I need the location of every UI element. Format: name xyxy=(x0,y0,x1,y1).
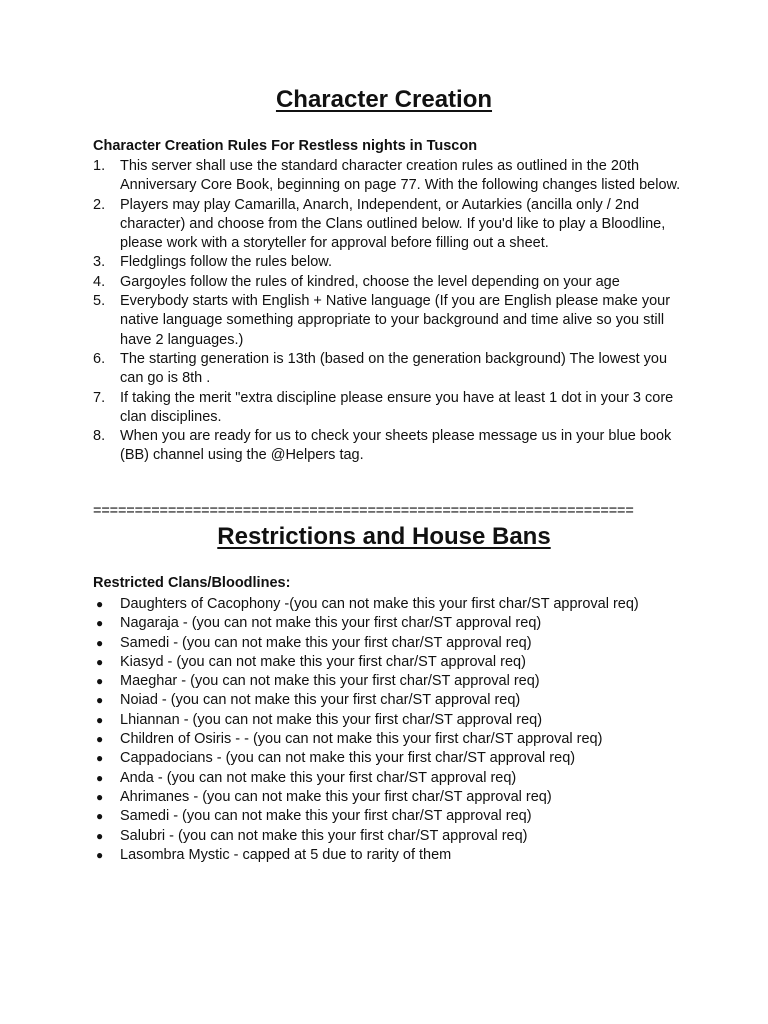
clan-item xyxy=(93,653,693,672)
rules-subheading: Character Creation Rules For Restless nights in Tuscon xyxy=(93,138,478,154)
rules-list xyxy=(93,157,693,466)
clan-text: Anda - (you can not make this your first char/ST approval req) xyxy=(120,769,517,786)
rule-number: 2. xyxy=(93,196,106,213)
rule-item xyxy=(93,196,693,254)
bullet-icon: ● xyxy=(96,635,104,650)
rule-text: This server shall use the standard character creation rules as outlined in the 20th Anniversary Core Book, beginning on page 77. With the following changes listed below. xyxy=(120,158,681,194)
rule-item xyxy=(93,157,693,196)
bullet-icon: ● xyxy=(96,597,104,611)
rule-item xyxy=(93,389,693,428)
rule-item xyxy=(93,350,693,389)
rule-item xyxy=(93,253,693,272)
rule-number: 3. xyxy=(93,254,106,271)
rule-number: 4. xyxy=(93,273,106,290)
clan-text: Samedi - (you can not make this your first char/ST approval req) xyxy=(120,808,532,825)
restricted-clans-list xyxy=(93,595,693,865)
clan-item xyxy=(93,614,693,633)
rule-text: Players may play Camarilla, Anarch, Independent, or Autarkies (ancilla only / 2nd character) and choose from the Clans outlined below. If you'd like to play a Bloodline, please work with a storyteller for approval before filling out a sheet. xyxy=(120,196,666,252)
section-divider: ================================================================= xyxy=(93,503,634,519)
clan-text: Daughters of Cacophony -(you can not make this your first char/ST approval req) xyxy=(120,596,639,612)
clan-text: Maeghar - (you can not make this your first char/ST approval req) xyxy=(120,673,540,690)
rule-number: 8. xyxy=(93,428,106,445)
clan-item xyxy=(93,672,693,691)
character-creation-title: Character Creation xyxy=(275,86,493,113)
rule-text: If taking the merit "extra discipline please ensure you have at least 1 dot in your 3 core clan disciplines. xyxy=(120,389,674,425)
clan-item xyxy=(93,711,693,730)
restrictions-title: Restrictions and House Bans xyxy=(217,523,551,550)
bullet-icon: ● xyxy=(96,732,104,747)
clan-text: Noiad - (you can not make this your first char/ST approval req) xyxy=(120,692,521,709)
bullet-icon: ● xyxy=(96,751,104,766)
bullet-icon: ● xyxy=(96,789,104,804)
rule-number: 5. xyxy=(93,293,106,310)
rule-text: When you are ready for us to check your sheets please message us in your blue book (BB) channel using the @Helpers tag. xyxy=(120,428,672,464)
rule-text: The starting generation is 13th (based on the generation background) The lowest you can go is 8th . xyxy=(120,350,668,387)
clan-text: Cappadocians - (you can not make this your first char/ST approval req) xyxy=(120,750,576,767)
bullet-icon: ● xyxy=(96,693,104,708)
bullet-icon: ● xyxy=(96,654,104,669)
clan-text: Salubri - (you can not make this your first char/ST approval req) xyxy=(120,827,528,844)
clan-item xyxy=(93,749,693,768)
bullet-icon: ● xyxy=(96,770,104,785)
rule-item xyxy=(93,427,693,466)
clan-text: Lasombra Mystic - capped at 5 due to rarity of them xyxy=(120,846,452,863)
restricted-clans-subheading: Restricted Clans/Bloodlines: xyxy=(93,575,291,591)
clan-text: Children of Osiris - - (you can not make this your first char/ST approval req) xyxy=(120,731,603,748)
bullet-icon: ● xyxy=(96,674,104,689)
clan-text: Lhiannan - (you can not make this your first char/ST approval req) xyxy=(120,711,543,728)
bullet-icon: ● xyxy=(96,712,104,727)
bullet-icon: ● xyxy=(96,828,104,843)
bullet-icon: ● xyxy=(96,847,104,862)
clan-item xyxy=(93,769,693,788)
rule-text: Gargoyles follow the rules of kindred, choose the level depending on your age xyxy=(120,273,620,290)
clan-item xyxy=(93,634,693,653)
clan-item xyxy=(93,730,693,749)
bullet-icon: ● xyxy=(96,616,104,631)
clan-text: Kiasyd - (you can not make this your first char/ST approval req) xyxy=(120,653,526,670)
clan-item xyxy=(93,827,693,846)
rule-number: 7. xyxy=(93,389,106,406)
rule-item xyxy=(93,292,693,350)
clan-item xyxy=(93,788,693,807)
rule-number: 1. xyxy=(93,158,106,174)
rule-text: Everybody starts with English + Native language (If you are English please make your native language something appropriate to your background and time alive so you still have 2 languages.) xyxy=(120,293,671,348)
clan-text: Nagaraja - (you can not make this your first char/ST approval req) xyxy=(120,615,542,632)
clan-text: Samedi - (you can not make this your first char/ST approval req) xyxy=(120,634,532,651)
bullet-icon: ● xyxy=(96,809,104,824)
clan-text: Ahrimanes - (you can not make this your first char/ST approval req) xyxy=(120,788,552,805)
rule-item xyxy=(93,273,693,292)
clan-item xyxy=(93,807,693,826)
clan-item xyxy=(93,691,693,710)
rule-number: 6. xyxy=(93,350,106,367)
rule-text: Fledglings follow the rules below. xyxy=(120,254,332,271)
clan-item xyxy=(93,595,693,614)
clan-item xyxy=(93,846,693,865)
